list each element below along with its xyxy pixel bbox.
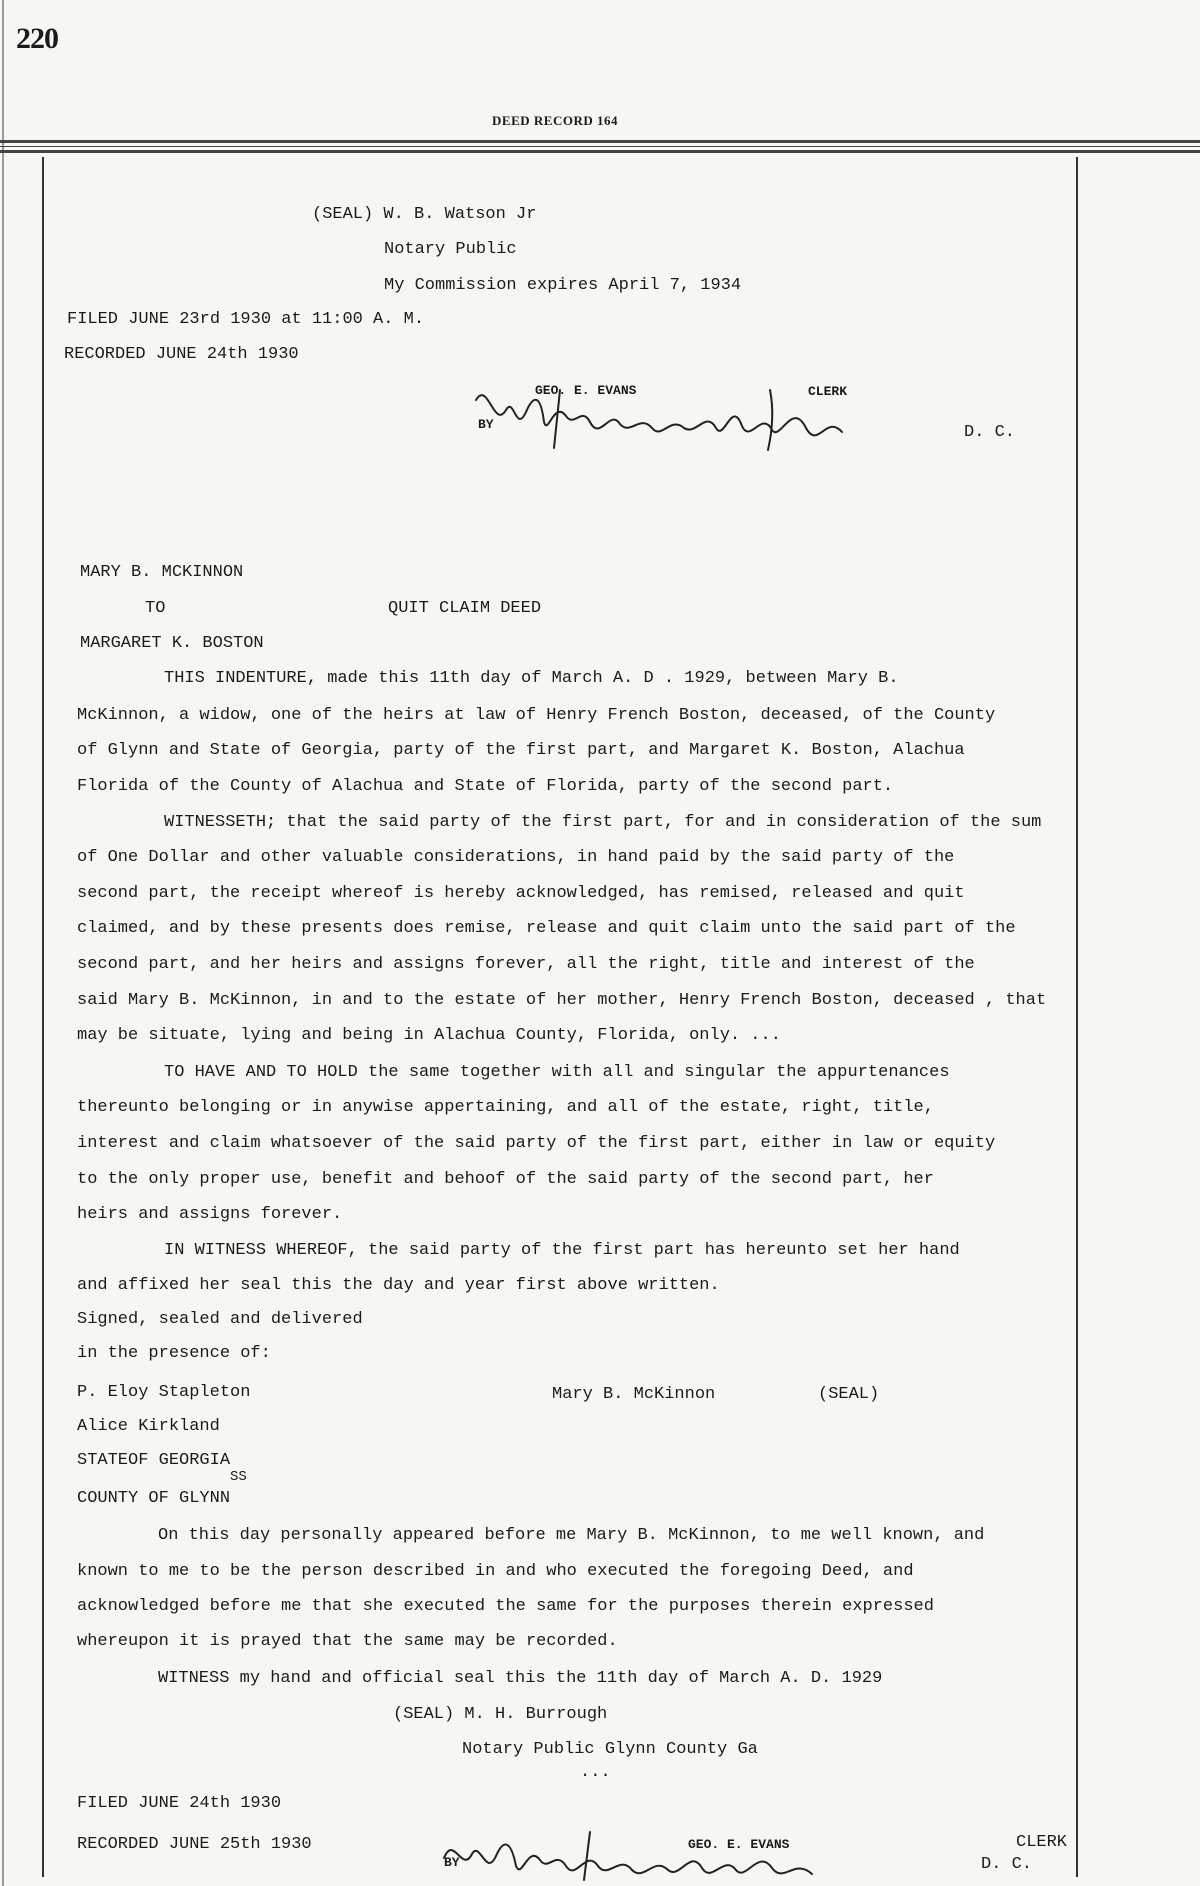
notary-title: Notary Public	[384, 240, 517, 259]
body-line: THIS INDENTURE, made this 11th day of March A. D . 1929, between Mary B.	[164, 669, 899, 688]
body-line: may be situate, lying and being in Alachua County, Florida, only. ...	[77, 1026, 781, 1045]
grantor-caption: MARY B. MCKINNON	[80, 563, 244, 582]
deed-type-caption: QUIT CLAIM DEED	[388, 599, 542, 618]
body-line: and affixed her seal this the day and year first above written.	[77, 1276, 720, 1295]
body-line: interest and claim whatsoever of the said party of the first part, either in law or equity	[77, 1134, 996, 1153]
footer-deputy-signature	[440, 1818, 840, 1886]
body-line: claimed, and by these presents does remise, release and quit claim unto the said part of the	[77, 919, 1016, 938]
footer-recorded: RECORDED JUNE 25th 1930	[77, 1835, 312, 1854]
venue-county: COUNTY OF GLYNN	[77, 1489, 231, 1508]
footer-filed: FILED JUNE 24th 1930	[77, 1794, 282, 1813]
body-line: McKinnon, a widow, one of the heirs at law of Henry French Boston, deceased, of the County	[77, 706, 996, 725]
venue-ss: SS	[230, 1469, 247, 1485]
footer-clerk-label: CLERK	[1016, 1833, 1068, 1852]
ellipsis-mark: ...	[580, 1763, 611, 1782]
header-rule	[0, 140, 1200, 143]
body-line: WITNESSETH; that the said party of the first part, for and in consideration of the sum	[164, 813, 1042, 832]
body-line: second part, the receipt whereof is hereby acknowledged, has remised, released and quit	[77, 884, 965, 903]
by-label: BY	[478, 417, 494, 432]
body-line: of One Dollar and other valuable considerations, in hand paid by the said party of the	[77, 848, 955, 867]
header-rule-lower	[0, 150, 1200, 153]
notary-seal-ack: (SEAL) M. H. Burrough	[393, 1705, 608, 1724]
footer-dc-label: D. C.	[981, 1855, 1033, 1874]
deputy-clerk-label: D. C.	[964, 423, 1016, 442]
recorded-line: RECORDED JUNE 24th 1930	[64, 345, 299, 364]
notary-commission: My Commission expires April 7, 1934	[384, 276, 742, 295]
footer-by-label: BY	[444, 1855, 460, 1870]
page-number: 220	[16, 22, 58, 55]
acknowledgment-line: whereupon it is prayed that the same may be recorded.	[77, 1632, 618, 1651]
deputy-clerk-signature	[470, 370, 870, 460]
grantor-signature: Mary B. McKinnon	[552, 1385, 716, 1404]
page-edge	[2, 0, 4, 1886]
witness-two: Alice Kirkland	[77, 1417, 220, 1436]
venue-state: STATEOF GEORGIA	[77, 1451, 231, 1470]
grantee-caption: MARGARET K. BOSTON	[80, 634, 264, 653]
clerk-label: CLERK	[808, 384, 848, 399]
body-line: in the presence of:	[77, 1344, 271, 1363]
body-line: to the only proper use, benefit and behoof of the said party of the second part, her	[77, 1170, 934, 1189]
notary-seal-line: (SEAL) W. B. Watson Jr	[312, 205, 537, 224]
body-line: second part, and her heirs and assigns forever, all the right, title and interest of the	[77, 955, 975, 974]
notary-title-ack: Notary Public Glynn County Ga	[462, 1740, 758, 1759]
acknowledgment-line: On this day personally appeared before me Mary B. McKinnon, to me well known, and	[158, 1526, 985, 1545]
body-line: said Mary B. McKinnon, in and to the estate of her mother, Henry French Boston, deceased , that	[77, 991, 1047, 1010]
body-line: IN WITNESS WHEREOF, the said party of the first part has hereunto set her hand	[164, 1241, 960, 1260]
filed-line: FILED JUNE 23rd 1930 at 11:00 A. M.	[67, 310, 425, 329]
body-line: heirs and assigns forever.	[77, 1205, 343, 1224]
acknowledgment-line: known to me to be the person described in and who executed the foregoing Deed, and	[77, 1562, 914, 1581]
witness-one: P. Eloy Stapleton	[77, 1383, 251, 1402]
record-book-title: DEED RECORD 164	[492, 113, 618, 128]
body-line: TO HAVE AND TO HOLD the same together with all and singular the appurtenances	[164, 1063, 950, 1082]
body-line: thereunto belonging or in anywise appertaining, and all of the estate, right, title,	[77, 1098, 934, 1117]
body-line: of Glynn and State of Georgia, party of the first part, and Margaret K. Boston, Alachua	[77, 741, 965, 760]
acknowledgment-line: acknowledged before me that she executed the same for the purposes therein expressed	[77, 1597, 934, 1616]
clerk-name: GEO. E. EVANS	[535, 383, 637, 398]
grantor-seal: (SEAL)	[818, 1385, 880, 1404]
footer-clerk-name: GEO. E. EVANS	[688, 1837, 790, 1852]
body-line: Florida of the County of Alachua and State of Florida, party of the second part.	[77, 777, 894, 796]
acknowledgment-line: WITNESS my hand and official seal this the 11th day of March A. D. 1929	[158, 1669, 883, 1688]
body-line: Signed, sealed and delivered	[77, 1310, 363, 1329]
header-rule-thin	[0, 146, 1200, 147]
to-caption: TO	[145, 599, 166, 618]
